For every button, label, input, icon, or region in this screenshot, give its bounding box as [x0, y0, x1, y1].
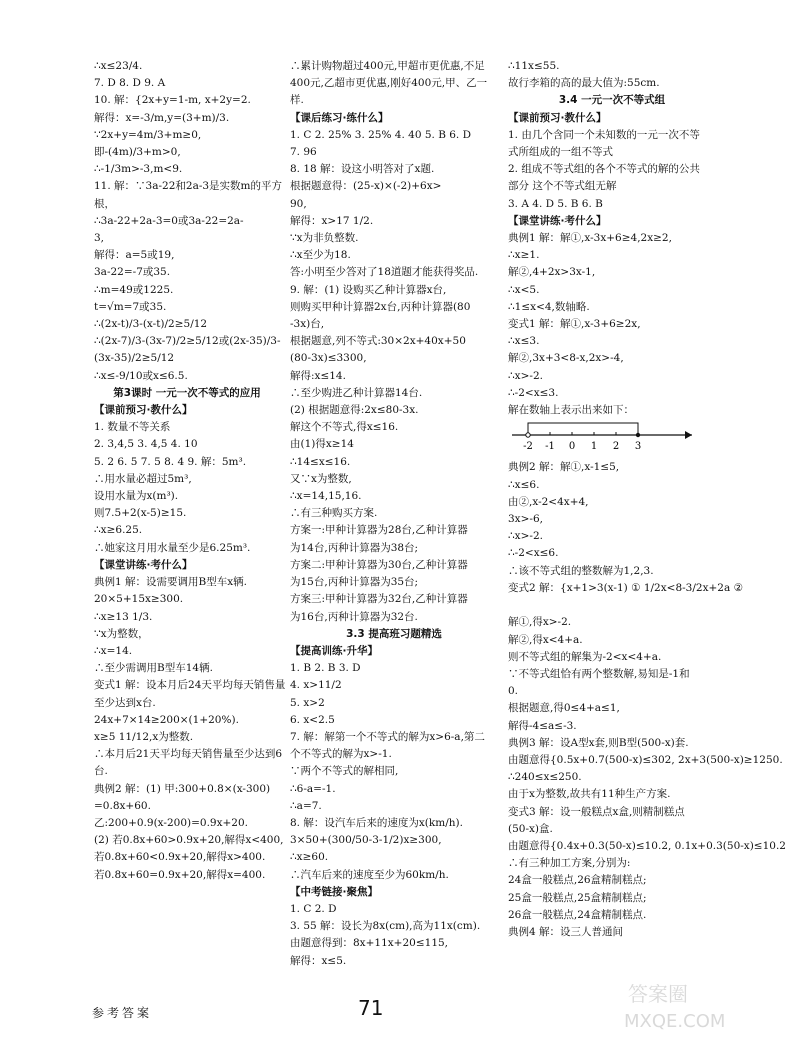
answer-line: ∴14≤x≤16.: [290, 455, 351, 468]
answer-line: ∴6-a=-1.: [290, 782, 336, 795]
answer-line: ∴x≥13 1/3.: [94, 610, 153, 623]
page-number: 71: [358, 996, 384, 1020]
answer-line: ∴有三种购买方案.: [290, 507, 378, 520]
number-line-tick-label: 2: [612, 441, 620, 453]
answer-line: 解这个不等式,得x≤16.: [290, 421, 399, 434]
answer-line: 3x>-6,: [508, 513, 543, 526]
answer-line: 解得：a=5或19,: [94, 249, 175, 262]
answer-line: 0.: [508, 685, 519, 698]
answer-line: 乙:200+0.9(x-200)=0.9x+20.: [94, 816, 249, 829]
answer-line: 7. D 8. D 9. A: [94, 77, 166, 90]
answer-line: ∴(2x-7)/3-(3x-7)/2≥5/12或(2x-35)/3-: [94, 335, 281, 348]
answer-line: [508, 597, 716, 614]
answer-line: ∵不等式组恰有两个整数解,易知是-1和: [508, 667, 690, 680]
number-line-tick-label: -2: [523, 441, 533, 453]
answer-line: 故行李箱的高的最大值为:55cm.: [508, 77, 660, 90]
section-title: 3.3 提高班习题精选: [346, 627, 442, 640]
answer-line: (50-x)盒.: [508, 822, 553, 835]
answer-line: 由题意得到：8x+11x+20≤115,: [290, 937, 449, 950]
answer-line: ∴-1/3m>-3,m<9.: [94, 163, 183, 176]
open-endpoint: [526, 433, 530, 437]
number-line-tick-label: 0: [568, 441, 576, 453]
section-heading: 【课堂讲练·考什么】: [94, 558, 193, 571]
answer-line: 解②,4+2x>3x-1,: [508, 266, 596, 279]
answer-line: 7. 96: [290, 146, 317, 159]
answer-line: 由(1)得x≥14: [290, 438, 354, 451]
answer-line: ∵2x+y=4m/3+m≥0,: [94, 128, 202, 141]
answer-line: 1. C 2. 25% 3. 25% 4. 40 5. B 6. D: [290, 128, 472, 141]
answer-line: 典例4 解：设三人普通间: [508, 925, 624, 938]
section-heading: 【中考链接·聚焦】: [290, 885, 378, 898]
solution-bracket: [528, 423, 638, 435]
answer-line: 1. B 2. B 3. D: [290, 662, 361, 675]
answer-line: ∴-2<x≤3.: [508, 386, 559, 399]
answer-line: =0.8x+60.: [94, 799, 151, 812]
section-title: 3.4 一元一次不等式组: [558, 94, 666, 107]
number-line-tick-label: 3: [634, 441, 642, 453]
answer-line: ∴x≤-9/10或x≤6.5.: [94, 369, 188, 382]
answer-line: 26盒一般糕点,24盒精制糕点.: [508, 908, 647, 921]
answer-line: 为15台,丙种计算器为35台;: [290, 576, 419, 589]
answer-line: t=√m=7或35.: [94, 300, 167, 313]
answer-line: 台.: [94, 765, 108, 778]
answer-line: 25盒一般糕点,25盒精制糕点;: [508, 891, 647, 904]
answer-line: 解①,得x>-2.: [508, 616, 572, 629]
answer-line: 由题意得{0.5x+0.7(500-x)≤302, 2x+3(500-x)≥1250.: [508, 753, 783, 766]
answer-line: 3. A 4. D 5. B 6. B: [508, 197, 603, 210]
answer-line: 典例3 解：设A型x套,则B型(500-x)套.: [508, 736, 689, 749]
answer-line: 90,: [290, 197, 307, 210]
section-heading: 【课前预习·教什么】: [508, 111, 607, 124]
answer-line: 2. 组成不等式组的各个不等式的解的公共: [508, 163, 700, 176]
answer-line: 典例2 解：(1) 甲:300+0.8×(x-300): [94, 782, 271, 795]
answer-line: 变式1 解：解①,x-3+6≥2x,: [508, 318, 641, 331]
number-line-tick-label: 1: [590, 441, 598, 453]
answer-line: 5. 2 6. 5 7. 5 8. 4 9. 解：5m³.: [94, 455, 247, 468]
answer-line: 典例1 解：解①,x-3x+6≥4,2x≥2,: [508, 232, 672, 245]
closed-endpoint: [636, 433, 640, 437]
answer-line: 变式1 解：设本月后24天平均每天销售量: [94, 679, 286, 692]
answer-line: 则购买甲种计算器2x台,丙种计算器(80: [290, 300, 471, 313]
answer-line: 4. x>11/2: [290, 679, 342, 692]
answer-line: 设用水量为x(m³).: [94, 490, 179, 503]
number-line-arrow: [685, 431, 692, 439]
answer-line: ∴用水量必超过5m³,: [94, 472, 192, 485]
answer-line: 根据题意,得0≤4+a≤1,: [508, 702, 620, 715]
answer-line: 6. x<2.5: [290, 713, 335, 726]
answer-line: ∴x≤6.: [508, 478, 540, 491]
answer-line: ∴(2x-t)/3-(x-t)/2≥5/12: [94, 318, 208, 331]
answer-line: ∴x<5.: [508, 283, 540, 296]
answer-line: (2) 根据题意得:2x≤80-3x.: [290, 404, 419, 417]
answer-line: ∴m=49或1225.: [94, 283, 174, 296]
answer-line: 若0.8x+60<0.9x+20,解得x>400.: [94, 851, 266, 864]
answer-line: 根据题意,列不等式:30×2x+40x+50: [290, 335, 466, 348]
answer-line: 24x+7×14≥200×(1+20%).: [94, 713, 239, 726]
answer-line: ∴a=7.: [290, 799, 322, 812]
answer-line: 方案三:甲种计算器为32台,乙种计算器: [290, 593, 468, 606]
answer-line: ∴该不等式组的整数解为1,2,3.: [508, 564, 654, 577]
section-heading: 【提高训练·升华】: [290, 644, 378, 657]
answer-line: ∴累计购物超过400元,甲超市更优惠,不足: [290, 60, 485, 72]
answer-line: 20×5+15x≥300.: [94, 593, 184, 606]
answer-line: (2) 若0.8x+60>0.9x+20,解得x<400,: [94, 834, 284, 847]
answer-line: 解得：x=-3/m,y=(3+m)/3.: [94, 111, 230, 124]
answer-line: 24盒一般糕点,26盒精制糕点;: [508, 874, 647, 887]
answer-line: ∴x≥60.: [290, 851, 329, 864]
section-heading: 【课堂讲练·考什么】: [508, 214, 607, 227]
answer-line: ∴x≤23/4.: [94, 60, 143, 72]
answer-line: ∴3a-22+2a-3=0或3a-22=2a-: [94, 214, 244, 227]
answer-line: ∵x为整数，: [94, 627, 149, 640]
column-1: [94, 58, 286, 884]
answer-line: ∴240≤x≤250.: [508, 771, 582, 784]
answer-line: 至少达到x台.: [94, 696, 156, 709]
answer-line: 又∵x为整数,: [290, 472, 352, 485]
answer-line: 9. 解：(1) 设购买乙种计算器x台,: [290, 283, 447, 296]
answer-line: 1. 数量不等关系: [94, 421, 171, 434]
answer-line: ∴x至少为18.: [290, 249, 351, 262]
answer-line: 解②,得x<4+a.: [508, 633, 583, 646]
answer-line: 根据题意得：(25-x)×(-2)+6x>: [290, 180, 442, 193]
answer-line: 3,: [94, 232, 105, 245]
answer-line: ∵x为非负整数.: [290, 232, 359, 245]
answer-line: 400元,乙超市更优惠,刚好400元,甲、乙一: [290, 77, 488, 90]
answer-line: 8. 解：设汽车后来的速度为x(km/h).: [290, 816, 463, 829]
answer-line: 方案二:甲种计算器为30台,乙种计算器: [290, 558, 468, 571]
section-heading: 【课前预习·教什么】: [94, 404, 193, 417]
svg-text:MXQE.COM: MXQE.COM: [624, 1011, 726, 1032]
answer-line: 11. 解：∵3a-22和2a-3是实数m的平方: [94, 180, 283, 193]
column-2: [290, 58, 498, 970]
answer-line: ∴x≤3.: [508, 335, 540, 348]
answer-line: ∴她家这月用水量至少是6.25m³.: [94, 541, 251, 554]
answer-line: 解得：x>17 1/2.: [290, 214, 374, 227]
answer-line: 8. 18 解：设这小明答对了x题.: [290, 163, 435, 176]
answer-line: 根，: [94, 197, 115, 210]
answer-line: 由②,x-2<4x+4,: [508, 495, 589, 508]
answer-line: ∴x>-2.: [508, 530, 543, 543]
answer-line: 方案一:甲种计算器为28台,乙种计算器: [290, 524, 468, 537]
answer-line: 解得：x≤5.: [290, 954, 347, 967]
answer-line: 3. 55 解：设长为8x(cm),高为11x(cm).: [290, 920, 481, 933]
answer-line: 5. x>2: [290, 696, 325, 709]
answer-line: -3x)台,: [290, 318, 325, 331]
answer-line: ∴x=14,15,16.: [290, 490, 362, 503]
answer-line: 解得-4≤a≤-3.: [508, 719, 577, 732]
answer-line: 由题意得{0.4x+0.3(50-x)≤10.2, 0.1x+0.3(50-x)≤10.2: [508, 839, 786, 852]
answer-line: 解在数轴上表示出来如下：: [508, 404, 634, 417]
answer-line: ∴x≥1.: [508, 249, 540, 262]
answer-line: 即-(4m)/3+m>0,: [94, 146, 181, 159]
svg-text:答案圈: 答案圈: [628, 982, 688, 1006]
number-line: [508, 419, 716, 459]
answer-line: 3×50+(300/50-3-1/2)x≥300,: [290, 834, 442, 847]
answer-line: 1. 由几个含同一个未知数的一元一次不等: [508, 128, 700, 141]
answer-line: ∴本月后21天平均每天销售量至少达到6: [94, 748, 283, 761]
answer-line: 式所组成的一组不等式: [508, 146, 613, 159]
answer-line: 由于x为整数,故共有11种生产方案.: [508, 788, 671, 801]
answer-line: ∵两个不等式的解相同,: [290, 765, 399, 778]
answer-line: 样.: [290, 94, 304, 107]
answer-line: 1. C 2. D: [290, 902, 337, 915]
answer-line: 为14台,丙种计算器为38台;: [290, 541, 419, 554]
answer-line: 个不等式的解为x>-1.: [290, 748, 392, 761]
answer-line: 7. 解：解第一个不等式的解为x>6-a,第二: [290, 730, 485, 743]
answer-line: ∴至少购进乙种计算器14台.: [290, 386, 423, 399]
answer-line: ∴有三种加工方案,分别为:: [508, 857, 631, 870]
answer-line: 3a-22=-7或35.: [94, 266, 171, 279]
answer-line: 10. 解：{2x+y=1-m, x+2y=2.: [94, 94, 251, 107]
answer-line: 解②,3x+3<8-x,2x>-4,: [508, 352, 624, 365]
answer-line: ∴11x≤55.: [508, 60, 560, 72]
answer-line: x≥5 11/12,x为整数.: [94, 730, 194, 743]
footer-label: 参考答案: [92, 1006, 153, 1020]
answer-line: ∴汽车后来的速度至少为60km/h.: [290, 868, 449, 881]
section-title: 第3课时 一元一次不等式的应用: [113, 386, 261, 399]
number-line-tick-label: -1: [545, 441, 555, 453]
answer-line: 则7.5+2(x-5)≥15.: [94, 507, 187, 520]
column-3: [508, 58, 786, 941]
answer-line: 为16台,丙种计算器为32台.: [290, 610, 418, 623]
answer-line: 解得:x≤14.: [290, 369, 346, 382]
answer-line: ∴-2<x≤6.: [508, 547, 559, 560]
answer-line: 典例2 解：解①,x-1≤5,: [508, 461, 620, 474]
answer-line: ∴至少需调用B型车14辆.: [94, 662, 213, 675]
answer-line: 答:小明至少答对了18道题才能获得奖品.: [290, 266, 479, 279]
answer-line: (3x-35)/2≥5/12: [94, 352, 175, 365]
answer-line: 变式2 解：{x+1>3(x-1) ① 1/2x<8-3/2x+2a ②: [508, 581, 743, 594]
answer-line: ∴1≤x<4,数轴略.: [508, 300, 590, 313]
answer-line: 典例1 解：设需要调用B型车x辆.: [94, 576, 247, 589]
answer-line: ∴x>-2.: [508, 369, 543, 382]
answer-line: ∴x=14.: [94, 644, 133, 657]
answer-line: 部分 这个不等式组无解: [508, 180, 617, 193]
answer-line: 变式3 解：设一般糕点x盒,则精制糕点: [508, 805, 685, 818]
answer-line: 若0.8x+60=0.9x+20,解得x=400.: [94, 868, 266, 881]
answer-line: ∴x≥6.25.: [94, 524, 143, 537]
watermark-logo: [620, 975, 740, 1035]
answer-line: 2. 3,4,5 3. 4,5 4. 10: [94, 438, 198, 451]
answer-line: 则不等式组的解集为-2<x<4+a.: [508, 650, 662, 663]
answer-line: (80-3x)≤3300,: [290, 352, 367, 365]
section-heading: 【课后练习·练什么】: [290, 111, 389, 124]
